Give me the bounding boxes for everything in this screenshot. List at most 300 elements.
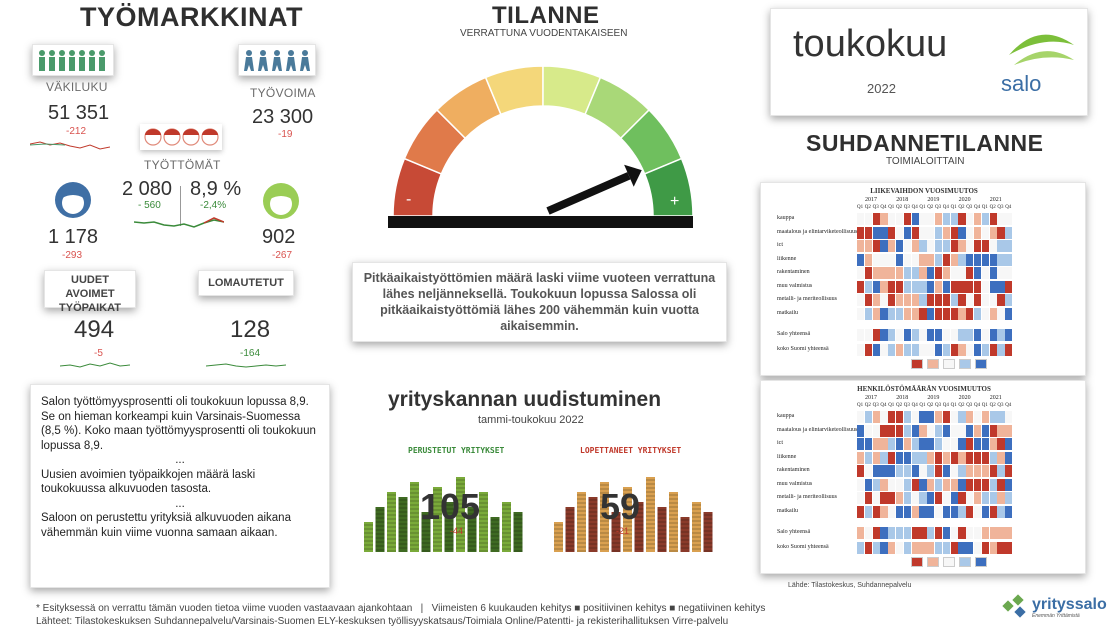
heatmap-cell: [873, 213, 880, 225]
heatmap-quarter: Q3: [903, 403, 910, 408]
heatmap-cell: [912, 465, 919, 477]
heatmap-cell: [1005, 425, 1012, 437]
heatmap-cell: [974, 267, 981, 279]
heatmap-cell: [857, 492, 864, 504]
heatmap-row-label: muu valmistus: [777, 282, 813, 289]
heatmap-cell: [888, 411, 895, 423]
summary-paragraph-3: Saloon on perustettu yrityksiä alkuvuoden aikana vähemmän kuin viime vuonna samaan aikaan.: [41, 512, 291, 539]
heatmap-cell: [966, 411, 973, 423]
heatmap-cell: [982, 329, 989, 341]
workforce-icon: [238, 44, 316, 76]
heatmap-cell: [951, 308, 958, 320]
summary-card: [30, 384, 330, 588]
heatmap-cell: [888, 542, 895, 554]
heatmap-cell: [966, 542, 973, 554]
heatmap-cell: [888, 308, 895, 320]
heatmap-cell: [982, 506, 989, 518]
gauge-minus: -: [406, 191, 412, 208]
heatmap-cell: [951, 344, 958, 356]
heatmap-cell: [880, 465, 887, 477]
heatmap-cell: [990, 227, 997, 239]
vacancies-value: 494: [74, 316, 115, 343]
heatmap-cell: [935, 479, 942, 491]
heatmap-cell: [888, 329, 895, 341]
heatmap-cell: [896, 294, 903, 306]
heatmap-cell: [865, 329, 872, 341]
heatmap-cell: [927, 344, 934, 356]
heatmap-cell: [951, 411, 958, 423]
heatmap-cell: [966, 425, 973, 437]
heatmap-cell: [912, 438, 919, 450]
heatmap-cell: [974, 452, 981, 464]
heatmap-cell: [990, 329, 997, 341]
heatmap-cell: [935, 452, 942, 464]
heatmap-cell: [896, 344, 903, 356]
heatmap-cell: [974, 344, 981, 356]
heatmap-row-label: kauppa: [777, 413, 795, 419]
heatmap-cell: [857, 308, 864, 320]
heatmap-cell: [896, 411, 903, 423]
female-icon: [262, 182, 300, 220]
women-value: 902: [262, 226, 296, 248]
heatmap-cell: [1005, 542, 1012, 554]
heatmap-cell: [865, 479, 872, 491]
heatmap-cell: [935, 527, 942, 539]
workforce-label: TYÖVOIMA: [250, 86, 316, 100]
heatmap-cell: [896, 425, 903, 437]
heatmap-cell: [888, 506, 895, 518]
heatmap-cell: [896, 492, 903, 504]
gauge: [378, 56, 708, 236]
heatmap-quarter: Q1: [981, 205, 988, 210]
heatmap-row-label: Salo yhteensä: [777, 529, 811, 535]
heatmap-cell: [958, 329, 965, 341]
heatmap-cell: [997, 411, 1004, 423]
heatmap-quarter: Q4: [911, 205, 918, 210]
heatmap-cell: [888, 438, 895, 450]
heatmap-cell: [880, 506, 887, 518]
heatmap-cell: [943, 240, 950, 252]
heatmap-cell: [857, 329, 864, 341]
heatmap-row-label: maatalous ja elintarviketeollisuus: [777, 228, 857, 235]
heatmap-quarter: Q1: [919, 403, 926, 408]
heatmap-cell: [865, 465, 872, 477]
heatmap-cell: [951, 438, 958, 450]
heatmap-cell: [927, 438, 934, 450]
heatmap-cell: [919, 542, 926, 554]
heatmap-cell: [1005, 506, 1012, 518]
heatmap-cell: [997, 281, 1004, 293]
heatmap-cell: [888, 267, 895, 279]
heatmap-cell: [857, 227, 864, 239]
heatmap-cell: [951, 267, 958, 279]
heatmap-cell: [919, 492, 926, 504]
heatmap-cell: [919, 254, 926, 266]
heatmap-cell: [896, 479, 903, 491]
heatmap-cell: [935, 344, 942, 356]
heatmap-cell: [857, 506, 864, 518]
heatmap-cell: [919, 267, 926, 279]
heatmap-quarter: Q3: [872, 403, 879, 408]
heatmap-cell: [935, 308, 942, 320]
heatmap-cell: [951, 479, 958, 491]
labour-title: TYÖMARKKINAT: [80, 2, 303, 32]
heatmap-cell: [888, 425, 895, 437]
heatmap-year: 2021: [989, 197, 1002, 203]
heatmap-cell: [943, 411, 950, 423]
heatmap-cell: [912, 506, 919, 518]
heatmap-cell: [990, 308, 997, 320]
men-value: 1 178: [48, 226, 99, 248]
heatmap-cell: [974, 254, 981, 266]
brand-tagline: Enemmän Yrittämistä: [1032, 613, 1080, 619]
closed-label: LOPETTANEET YRITYKSET: [580, 446, 682, 455]
heatmap-cell: [857, 294, 864, 306]
heatmap-cell: [873, 542, 880, 554]
heatmap-cell: [919, 329, 926, 341]
heatmap-cell: [896, 281, 903, 293]
heatmap-cell: [982, 452, 989, 464]
heatmap-cell: [904, 411, 911, 423]
heatmap-cell: [958, 425, 965, 437]
heatmap-row-label: maatalous ja elintarviketeollisuus: [777, 426, 857, 433]
heatmap-cell: [873, 527, 880, 539]
heatmap-cell: [865, 411, 872, 423]
heatmap-cell: [912, 492, 919, 504]
heatmap-cell: [904, 344, 911, 356]
heatmap-quarter: Q2: [927, 205, 934, 210]
heatmap-quarter: Q3: [903, 205, 910, 210]
heatmap-cell: [997, 267, 1004, 279]
heatmap-cell: [951, 294, 958, 306]
heatmap-cell: [974, 411, 981, 423]
heatmap-quarter: Q3: [872, 205, 879, 210]
heatmap-cell: [880, 254, 887, 266]
heatmap-cell: [951, 506, 958, 518]
heatmap-cell: [958, 479, 965, 491]
heatmap-cell: [982, 254, 989, 266]
heatmap-quarter: Q4: [974, 403, 981, 408]
heatmap-cell: [943, 542, 950, 554]
heatmap-cell: [857, 438, 864, 450]
heatmap-cell: [982, 240, 989, 252]
turnover-heatmap-title: LIIKEVAIHDON VUOSIMUUTOS: [870, 187, 978, 195]
heatmap-cell: [997, 344, 1004, 356]
heatmap-cell: [888, 281, 895, 293]
heatmap-cell: [982, 411, 989, 423]
heatmap-cell: [958, 492, 965, 504]
heatmap-cell: [873, 465, 880, 477]
heatmap-cell: [857, 213, 864, 225]
closed-change: -21: [616, 526, 630, 536]
heatmap-cell: [974, 294, 981, 306]
heatmap-cell: [951, 527, 958, 539]
heatmap-cell: [857, 542, 864, 554]
heatmap-row-label: kauppa: [777, 215, 795, 221]
heatmap-year: 2017: [865, 395, 877, 401]
heatmap-quarter: Q2: [896, 205, 903, 210]
heatmap-cell: [966, 506, 973, 518]
heatmap-cell: [997, 294, 1004, 306]
heatmap-cell: [1005, 527, 1012, 539]
heatmap-cell: [943, 479, 950, 491]
heatmap-cell: [896, 438, 903, 450]
heatmap-cell: [912, 281, 919, 293]
heatmap-cell: [873, 452, 880, 464]
heatmap-cell: [997, 527, 1004, 539]
heatmap-cell: [935, 411, 942, 423]
population-label: VÄKILUKU: [46, 80, 108, 94]
heatmap-cell: [865, 344, 872, 356]
heatmap-cell: [927, 254, 934, 266]
heatmap-row-label: liikenne: [777, 453, 797, 460]
heatmap-cell: [912, 329, 919, 341]
heatmap-cell: [880, 527, 887, 539]
heatmap-cell: [927, 479, 934, 491]
heatmap-quarter: Q1: [888, 403, 895, 408]
heatmap-cell: [997, 492, 1004, 504]
heatmap-cell: [990, 492, 997, 504]
vacancies-card: [44, 270, 136, 314]
heatmap-cell: [857, 465, 864, 477]
heatmap-cell: [912, 542, 919, 554]
heatmap-cell: [943, 308, 950, 320]
heatmap-cell: [935, 294, 942, 306]
heatmap-cell: [880, 240, 887, 252]
women-change: -267: [272, 250, 293, 261]
heatmap-cell: [873, 411, 880, 423]
unemployed-faces-icon: [140, 124, 222, 150]
turnover-heatmap: [760, 182, 1086, 376]
heatmap-cell: [896, 254, 903, 266]
unemployed-change: - 560: [138, 200, 161, 211]
heatmap-cell: [857, 240, 864, 252]
heatmap-cell: [919, 411, 926, 423]
heatmap-cell: [912, 240, 919, 252]
heatmap-cell: [997, 329, 1004, 341]
heatmap-cell: [943, 452, 950, 464]
heatmap-cell: [982, 213, 989, 225]
heatmap-cell: [958, 344, 965, 356]
heatmap-quarter: Q1: [919, 205, 926, 210]
heatmap-cell: [873, 492, 880, 504]
coin-stack: [514, 512, 523, 552]
heatmap-cell: [927, 527, 934, 539]
salo-logo-icon: [999, 25, 1079, 95]
heatmap-row-label: matkailu: [777, 309, 798, 316]
heatmap-cell: [857, 425, 864, 437]
founded-value: 105: [420, 486, 481, 527]
heatmap-cell: [927, 240, 934, 252]
heatmap-cell: [865, 425, 872, 437]
heatmap-cell: [919, 281, 926, 293]
heatmap-cell: [904, 329, 911, 341]
heatmap-cell: [958, 267, 965, 279]
heatmap-cell: [982, 479, 989, 491]
heatmap-cell: [935, 213, 942, 225]
salo-logo-text: salo: [1001, 71, 1042, 95]
heatmap-cell: [943, 227, 950, 239]
heatmap-quarter: Q4: [942, 205, 949, 210]
heatmap-year: 2018: [896, 197, 909, 203]
heatmap-cell: [896, 227, 903, 239]
heatmap-cell: [1005, 465, 1012, 477]
workforce-value: 23 300: [252, 106, 314, 128]
heatmap-cell: [951, 465, 958, 477]
heatmap-cell: [904, 240, 911, 252]
heatmap-cell: [1005, 308, 1012, 320]
heatmap-cell: [888, 452, 895, 464]
heatmap-cell: [966, 227, 973, 239]
heatmap-cell: [997, 506, 1004, 518]
heatmap-cell: [951, 425, 958, 437]
heatmap-cell: [865, 527, 872, 539]
heatmap-cell: [857, 452, 864, 464]
heatmap-cell: [865, 254, 872, 266]
heatmap-cell: [935, 425, 942, 437]
heatmap-cell: [974, 329, 981, 341]
heatmap-quarter: Q4: [974, 205, 981, 210]
heatmap-cell: [982, 308, 989, 320]
heatmap-cell: [990, 294, 997, 306]
heatmap-cell: [927, 425, 934, 437]
heatmap-cell: [990, 213, 997, 225]
heatmap-cell: [990, 506, 997, 518]
heatmap-cell: [982, 425, 989, 437]
heatmap-quarter: Q2: [958, 205, 965, 210]
heatmap-cell: [919, 213, 926, 225]
heatmap-cell: [974, 542, 981, 554]
gauge-base: [388, 216, 693, 228]
heatmap-quarter: Q2: [989, 205, 996, 210]
heatmap-quarter: Q4: [1005, 403, 1012, 408]
heatmap-cell: [1005, 294, 1012, 306]
heatmap-cell: [896, 527, 903, 539]
heatmap-cell: [997, 479, 1004, 491]
heatmap-cell: [904, 492, 911, 504]
heatmap-cell: [904, 281, 911, 293]
heatmap-year: 2020: [958, 197, 971, 203]
heatmap-cell: [990, 344, 997, 356]
heatmap-cell: [873, 281, 880, 293]
heatmap-cell: [904, 527, 911, 539]
heatmap-cell: [865, 267, 872, 279]
footer-line-2: Lähteet: Tilastokeskuksen Suhdannepalvelu/Varsinais-Suomen ELY-keskuksen työllisyyskatsaus/Toimiala Online/Patentti- ja rekisterihallituksen Virre-palvelu: [36, 616, 729, 627]
heatmap-cell: [912, 267, 919, 279]
heatmap-cell: [982, 294, 989, 306]
heatmap-cell: [873, 425, 880, 437]
population-sparkline: [30, 136, 110, 156]
heatmap-cell: [912, 425, 919, 437]
population-icon: [32, 44, 114, 76]
heatmap-cell: [927, 227, 934, 239]
heatmap-cell: [865, 213, 872, 225]
gauge-needle: [548, 165, 642, 211]
heatmap-cell: [880, 492, 887, 504]
gauge-note: Pitkäaikaistyöttömien määrä laski viime vuoteen verrattuna lähes neljänneksellä. Toukokuun lopussa Salossa oli pitkäaikaistyöttömiä lähes 200 vähemmän kuin vuotta aikaisemmin.: [363, 271, 716, 333]
year: 2022: [867, 81, 896, 96]
brand-name: yrityssalo: [1032, 596, 1107, 613]
heatmap-legend-swatch: [975, 557, 987, 567]
heatmap-year: 2021: [989, 395, 1002, 401]
heatmap-cell: [958, 452, 965, 464]
heatmap-cell: [880, 308, 887, 320]
heatmap-row-label: Salo yhteensä: [777, 331, 811, 337]
laid-off-sparkline: [206, 360, 286, 370]
heatmap-cell: [997, 465, 1004, 477]
heatmap-cell: [943, 465, 950, 477]
heatmap-cell: [982, 267, 989, 279]
heatmap-cell: [1005, 254, 1012, 266]
heatmap-quarter: Q3: [966, 403, 973, 408]
heatmap-cell: [997, 254, 1004, 266]
heatmap-cell: [974, 425, 981, 437]
heatmap-row-label: koko Suomi yhteensä: [777, 544, 829, 550]
heatmap-cell: [935, 267, 942, 279]
heatmap-cell: [865, 492, 872, 504]
heatmap-cell: [904, 438, 911, 450]
heatmap-cell: [919, 344, 926, 356]
heatmap-cell: [966, 479, 973, 491]
heatmap-legend-swatch: [959, 557, 971, 567]
heatmap-cell: [865, 506, 872, 518]
heatmap-cell: [880, 281, 887, 293]
header-card: [770, 8, 1088, 116]
heatmap-cell: [873, 240, 880, 252]
heatmap-cell: [943, 506, 950, 518]
heatmap-cell: [896, 452, 903, 464]
heatmap-quarter: Q4: [911, 403, 918, 408]
heatmap-cell: [997, 542, 1004, 554]
heatmap-cell: [958, 254, 965, 266]
heatmap-cell: [951, 542, 958, 554]
heatmap-cell: [919, 227, 926, 239]
heatmap-cell: [997, 425, 1004, 437]
heatmap-cell: [990, 542, 997, 554]
heatmap-cell: [865, 240, 872, 252]
unemployed-rate-change: -2,4%: [200, 200, 227, 211]
cycle-subtitle: TOIMIALOITTAIN: [886, 156, 965, 167]
founded-label: PERUSTETUT YRITYKSET: [408, 446, 505, 455]
heatmap-cell: [912, 213, 919, 225]
month: toukokuu: [793, 23, 948, 65]
gauge-subtitle: VERRATTUNA VUODENTAKAISEEN: [460, 28, 628, 39]
staff-heatmap-title: HENKILÖSTÖMÄÄRÄN VUOSIMUUTOS: [857, 385, 991, 393]
heatmap-cell: [935, 254, 942, 266]
heatmap-cell: [1005, 492, 1012, 504]
heatmap-cell: [896, 506, 903, 518]
heatmap-cell: [880, 411, 887, 423]
heatmap-cell: [951, 452, 958, 464]
heatmap-cell: [990, 411, 997, 423]
gauge-note-card: [352, 262, 727, 342]
heatmap-quarter: Q4: [942, 403, 949, 408]
heatmap-legend-swatch: [943, 359, 955, 369]
heatmap-cell: [943, 254, 950, 266]
heatmap-cell: [865, 227, 872, 239]
heatmap-cell: [1005, 452, 1012, 464]
heatmap-cell: [990, 254, 997, 266]
heatmap-quarter: Q3: [935, 403, 942, 408]
heatmap-cell: [990, 465, 997, 477]
heatmap-cell: [904, 227, 911, 239]
summary-separator-1: ...: [175, 454, 185, 466]
heatmap-legend-swatch: [943, 557, 955, 567]
unemployed-rate: 8,9 %: [190, 178, 242, 200]
heatmap-cell: [919, 294, 926, 306]
heatmap-row-label: rakentaminen: [777, 269, 810, 275]
heatmap-cell: [865, 308, 872, 320]
